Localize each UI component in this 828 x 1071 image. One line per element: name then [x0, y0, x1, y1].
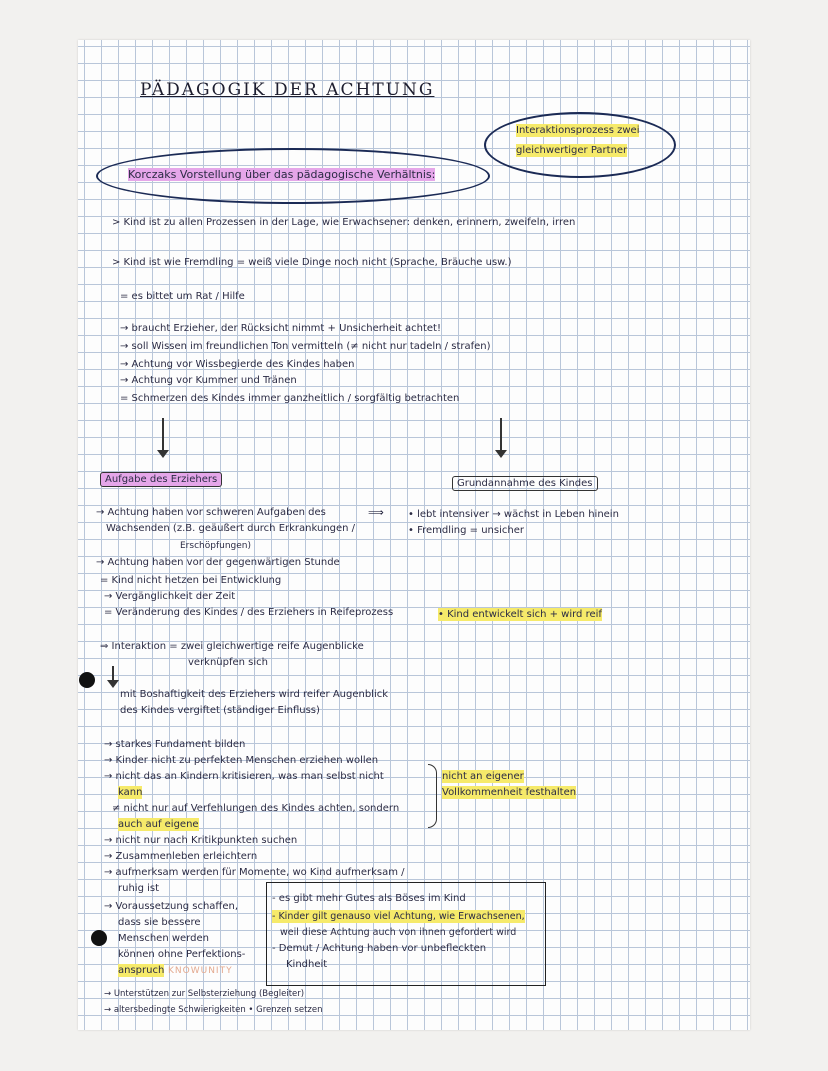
- list-line: → Zusammenleben erleichtern: [104, 851, 258, 862]
- need-line: → soll Wissen im freundlichen Ton vermitteln (≠ nicht nur tadeln / strafen): [120, 341, 491, 352]
- brace-note: nicht an eigener: [442, 771, 524, 782]
- intro-line: = es bittet um Rat / Hilfe: [120, 291, 245, 302]
- need-line: → braucht Erzieher, der Rücksicht nimmt + Unsicherheit achtet!: [120, 323, 441, 334]
- interaction-line: verknüpfen sich: [188, 657, 269, 668]
- list-line: → nicht nur nach Kritikpunkten suchen: [104, 835, 298, 846]
- down-arrow-icon: [162, 418, 164, 452]
- page-title: PÄDAGOGIK DER ACHTUNG: [140, 80, 435, 100]
- right-item: • Kind entwickelt sich + wird reif: [438, 609, 602, 620]
- intro-line: > Kind ist wie Fremdling = weiß viele Dinge noch nicht (Sprache, Bräuche usw.): [112, 257, 512, 268]
- double-arrow-icon: ⟹: [368, 506, 384, 519]
- list-line: ≠ nicht nur auf Verfehlungen des Kindes achten, sondern: [112, 803, 400, 814]
- box-item: - es gibt mehr Gutes als Böses im Kind: [272, 893, 466, 904]
- boshaft-line: mit Boshaftigkeit des Erziehers wird reifer Augenblick: [120, 689, 389, 700]
- need-line: → Achtung vor Wissbegierde des Kindes haben: [120, 359, 355, 370]
- punch-hole: [79, 672, 95, 688]
- punch-hole: [91, 930, 107, 946]
- circle-note-line: Interaktionsprozess zwei: [516, 125, 640, 136]
- intro-line: > Kind ist zu allen Prozessen in der Lage, wie Erwachsener: denken, erinnern, zweifeln, irren: [112, 217, 576, 228]
- need-line: → Achtung vor Kummer und Tränen: [120, 375, 297, 386]
- right-heading: Grundannahme des Kindes: [452, 476, 598, 491]
- left-item: = Kind nicht hetzen bei Entwicklung: [100, 575, 282, 586]
- left-item: Erschöpfungen): [180, 541, 251, 551]
- list-line: → Kinder nicht zu perfekten Menschen erziehen wollen: [104, 755, 379, 766]
- left-item: = Veränderung des Kindes / des Erziehers in Reifeprozess: [104, 607, 394, 618]
- korczak-heading: Korczaks Vorstellung über das pädagogische Verhältnis:: [128, 168, 436, 181]
- list-line: kann: [118, 787, 143, 798]
- list-line: anspruch: [118, 965, 165, 976]
- left-item: → Vergänglichkeit der Zeit: [104, 591, 236, 602]
- brace-note: Vollkommenheit festhalten: [442, 787, 577, 798]
- right-item: • lebt intensiver → wächst in Leben hinein: [408, 509, 619, 520]
- list-line: dass sie bessere: [118, 917, 201, 928]
- watermark: KNOWUNITY: [168, 966, 233, 976]
- left-item: → Achtung haben vor schweren Aufgaben des: [96, 507, 326, 518]
- list-line: → nicht das an Kindern kritisieren, was man selbst nicht: [104, 771, 384, 782]
- bottom-line: → altersbedingte Schwierigkeiten • Grenzen setzen: [104, 1005, 323, 1015]
- box-item: Kindheit: [286, 959, 328, 970]
- list-line: → aufmerksam werden für Momente, wo Kind aufmerksam /: [104, 867, 405, 878]
- box-item: - Kinder gilt genauso viel Achtung, wie Erwachsenen,: [272, 911, 525, 922]
- bottom-line: → Unterstützen zur Selbsterziehung (Begleiter): [104, 989, 305, 999]
- list-line: können ohne Perfektions-: [118, 949, 246, 960]
- circle-note-line: gleichwertiger Partner: [516, 145, 628, 156]
- list-line: → Voraussetzung schaffen,: [104, 901, 238, 912]
- right-item: • Fremdling = unsicher: [408, 525, 524, 536]
- list-line: auch auf eigene: [118, 819, 199, 830]
- brace: [428, 764, 437, 828]
- list-line: Menschen werden: [118, 933, 209, 944]
- need-line: = Schmerzen des Kindes immer ganzheitlich / sorgfältig betrachten: [120, 393, 460, 404]
- box-item: - Demut / Achtung haben vor unbefleckten: [272, 943, 487, 954]
- down-arrow-icon: [112, 666, 114, 682]
- box-item: weil diese Achtung auch von ihnen gefordert wird: [280, 927, 517, 938]
- boshaft-line: des Kindes vergiftet (ständiger Einfluss): [120, 705, 320, 716]
- down-arrow-icon: [500, 418, 502, 452]
- left-item: Wachsenden (z.B. geäußert durch Erkrankungen /: [106, 523, 356, 534]
- list-line: → starkes Fundament bilden: [104, 739, 246, 750]
- interaction-line: ⇒ Interaktion = zwei gleichwertige reife Augenblicke: [100, 641, 364, 652]
- list-line: ruhig ist: [118, 883, 160, 894]
- left-item: → Achtung haben vor der gegenwärtigen Stunde: [96, 557, 340, 568]
- left-heading: Aufgabe des Erziehers: [100, 472, 222, 487]
